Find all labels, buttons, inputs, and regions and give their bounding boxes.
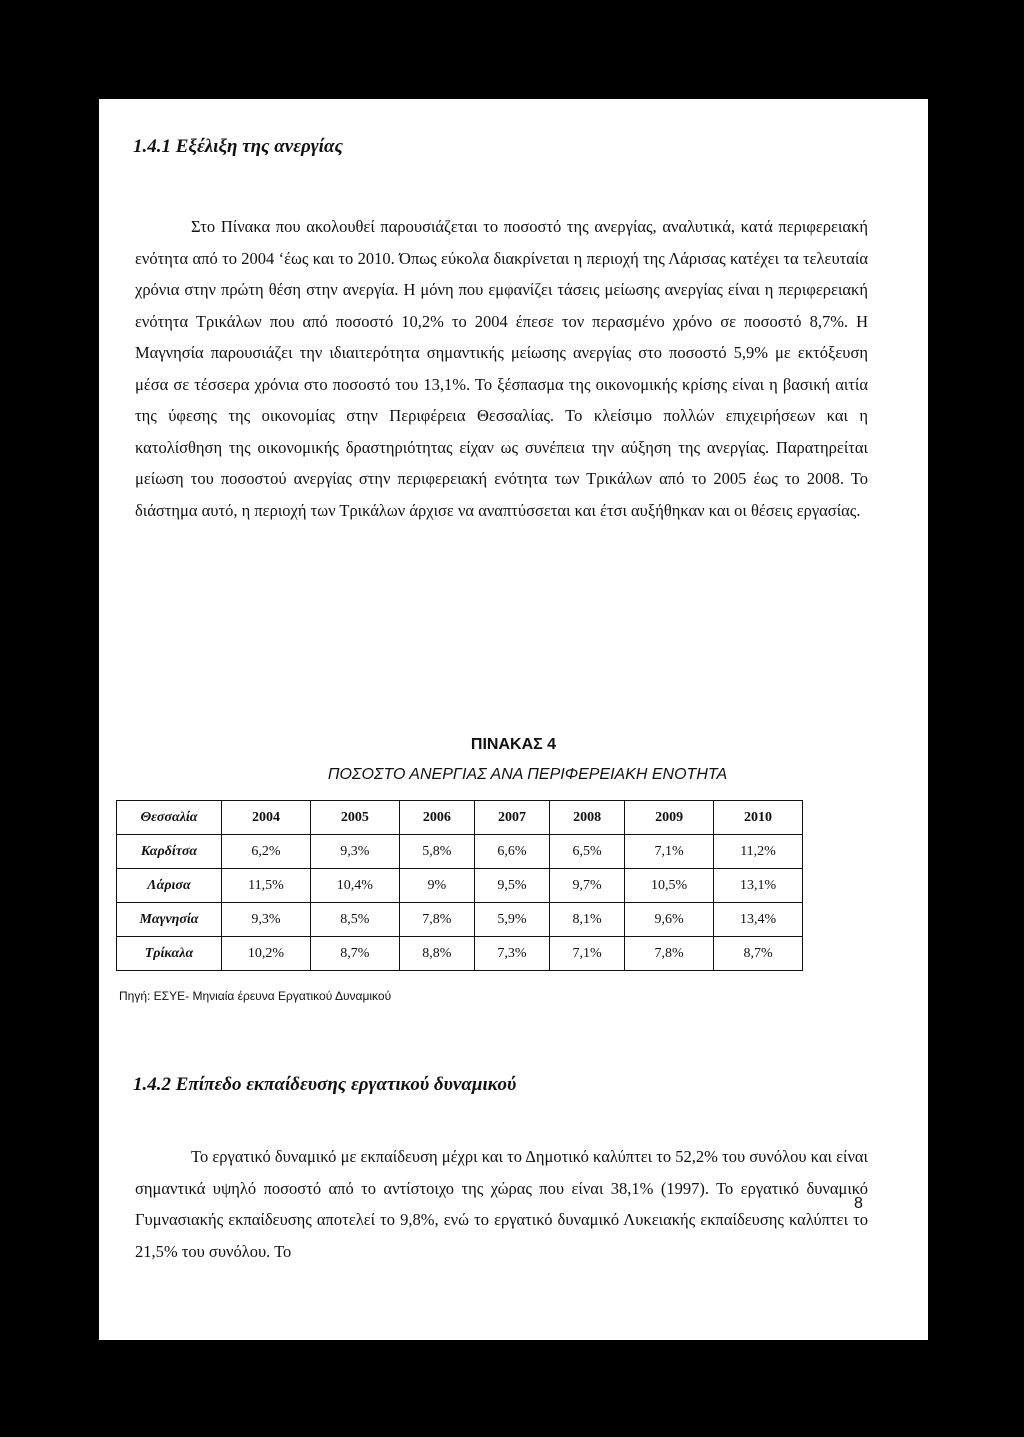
table-cell: 5,8%	[399, 835, 474, 869]
table-row-label: Μαγνησία	[117, 903, 222, 937]
table-title: ΠΟΣΟΣΤΟ ΑΝΕΡΓΙΑΣ ΑΝΑ ΠΕΡΙΦΕΡΕΙΑΚΗ ΕΝΟΤΗΤΑ	[327, 766, 728, 783]
table-header-cell: 2005	[310, 801, 399, 835]
table-row	[117, 835, 803, 869]
table-header-cell: 2007	[474, 801, 549, 835]
table-cell: 10,2%	[222, 937, 311, 971]
table-header-cell: 2006	[399, 801, 474, 835]
table-cell: 6,6%	[474, 835, 549, 869]
table-cell: 8,8%	[399, 937, 474, 971]
table-cell: 6,2%	[222, 835, 311, 869]
table-cell: 10,4%	[310, 869, 399, 903]
paragraph-unemployment: Στο Πίνακα που ακολουθεί παρουσιάζεται το ποσοστό της ανεργίας, αναλυτικά, κατά περιφερειακή ενότητα από το 2004 ‘έως και το 2010. Όπως εύκολα διακρίνεται η περιοχή της Λάρισας κατέχει τα τελευταία χρόνια στην πρώτη θέση στην ανεργία. Η μόνη που εμφανίζει τάσεις μείωσης ανεργίας είναι η περιφερειακή ενότητα Τρικάλων που από ποσοστό 10,2% το 2004 έπεσε τον περασμένο χρόνο σε ποσοστό 8,7%. Η Μαγνησία παρουσιάζει την ιδιαιτερότητα σημαντικής μείωσης ανεργίας στο ποσοστό 5,9% με εκτόξευση μέσα σε τέσσερα χρόνια στο ποσοστό του 13,1%. Το ξέσπασμα της οικονομικής κρίσης είναι η βασική αιτία της ύφεσης της οικονομίας στην Περιφέρεια Θεσσαλίας. Το κλείσιμο πολλών επιχειρήσεων και η κατολίσθηση της οικονομικής δραστηριότητας είχαν ως συνέπεια την αύξηση της ανεργίας. Παρατηρείται μείωση του ποσοστού ανεργίας στην περιφερειακή ενότητα των Τρικάλων από το 2005 έως το 2008. Το διάστημα αυτό, η περιοχή των Τρικάλων άρχισε να αναπτύσσεται και έτσι αυξήθηκαν και οι θέσεις εργασίας.	[135, 217, 868, 520]
page-number: 8	[854, 1195, 863, 1212]
table-cell: 10,5%	[625, 869, 714, 903]
table-row-label: Καρδίτσα	[117, 835, 222, 869]
table-cell: 8,5%	[310, 903, 399, 937]
table-row-label: Τρίκαλα	[117, 937, 222, 971]
table-cell: 7,3%	[474, 937, 549, 971]
section-heading-unemployment: 1.4.1 Εξέλιξη της ανεργίας	[133, 136, 343, 157]
table-cell: 9,6%	[625, 903, 714, 937]
table-header-cell: Θεσσαλία	[117, 801, 222, 835]
table-cell: 7,1%	[625, 835, 714, 869]
table-row	[117, 937, 803, 971]
document-page	[99, 99, 928, 1340]
table-header-cell: 2009	[625, 801, 714, 835]
table-cell: 9,3%	[310, 835, 399, 869]
table-header-cell: 2004	[222, 801, 311, 835]
table-cell: 7,8%	[399, 903, 474, 937]
table-cell: 7,1%	[550, 937, 625, 971]
table-number: ΠΙΝΑΚΑΣ 4	[470, 736, 557, 753]
table-cell: 9,7%	[550, 869, 625, 903]
table-row	[117, 869, 803, 903]
table-cell: 8,1%	[550, 903, 625, 937]
table-cell: 11,5%	[222, 869, 311, 903]
table-cell: 9%	[399, 869, 474, 903]
table-header-row	[117, 801, 803, 835]
table-cell: 8,7%	[310, 937, 399, 971]
unemployment-table	[116, 800, 803, 971]
table-cell: 8,7%	[714, 937, 803, 971]
table-cell: 13,4%	[714, 903, 803, 937]
section-heading-education: 1.4.2 Επίπεδο εκπαίδευσης εργατικού δυναμικού	[133, 1074, 517, 1095]
table-cell: 9,3%	[222, 903, 311, 937]
table-source-note: Πηγή: ΕΣΥΕ- Μηνιαία έρευνα Εργατικού Δυναμικού	[119, 989, 392, 1003]
table-cell: 5,9%	[474, 903, 549, 937]
table-header-cell: 2008	[550, 801, 625, 835]
table-cell: 13,1%	[714, 869, 803, 903]
paragraph-education: Το εργατικό δυναμικό με εκπαίδευση μέχρι και το Δημοτικό καλύπτει το 52,2% του συνόλου και είναι σημαντικά υψηλό ποσοστό από το αντίστοιχο της χώρας που είναι 38,1% (1997). Το εργατικό δυναμικό Γυμνασιακής εκπαίδευσης αποτελεί το 9,8%, ενώ το εργατικό δυναμικό Λυκειακής εκπαίδευσης καλύπτει το 21,5% του συνόλου. Το	[135, 1147, 868, 1261]
table-cell: 9,5%	[474, 869, 549, 903]
table-row-label: Λάρισα	[117, 869, 222, 903]
table-row	[117, 903, 803, 937]
table-cell: 11,2%	[714, 835, 803, 869]
table-cell: 6,5%	[550, 835, 625, 869]
table-header-cell: 2010	[714, 801, 803, 835]
table-cell: 7,8%	[625, 937, 714, 971]
